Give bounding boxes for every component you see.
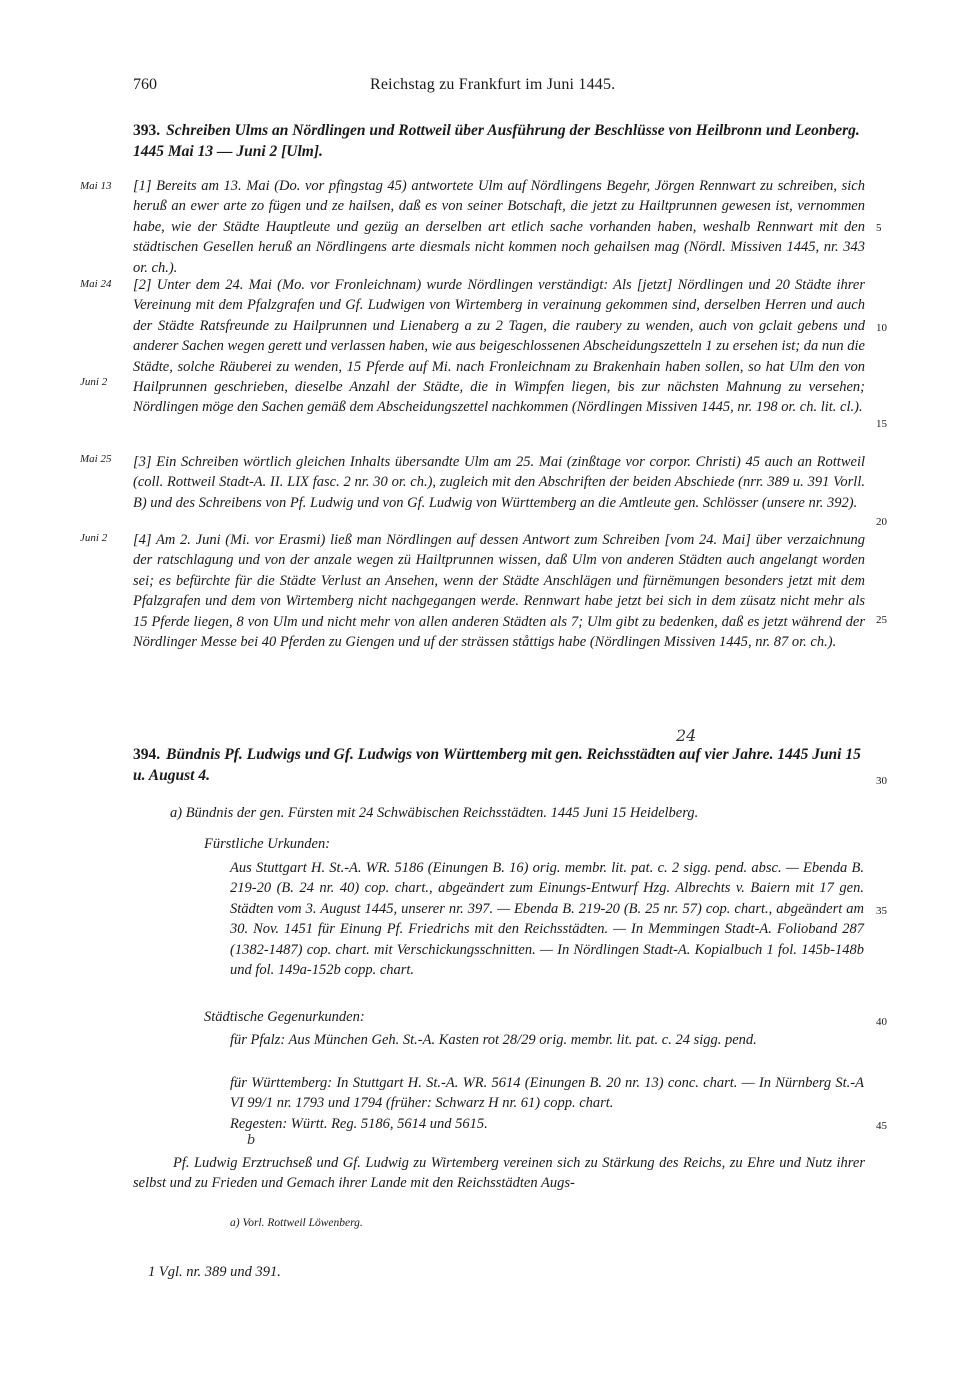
doc393-number: 393. (133, 122, 161, 139)
line-number: 40 (876, 1016, 887, 1028)
line-number: 10 (876, 322, 887, 334)
handwritten-annotation: b (247, 1133, 256, 1148)
doc393-paragraph-1: [1] Bereits am 13. Mai (Do. vor pfingstag 45) antwortete Ulm auf Nördlingens Begehr, Jörgen Rennwart zu schreiben, sich heruß an ewer arte zo fügen und ze hailsen, daß es von seiner Botschaft, die jetzt zu Hailtprunnen gewesen ist, vernommen habe, wie der Städte Hauptleute und gezüg an derselben art etlich sache vorhanden haben, weshalb Rennwart mit den städtischen Gesellen heruß an Nördlingens arte diesmals nicht kommen noch gehailsen mag (Nördl. Missiven 1445, nr. 343 or. ch.). (133, 178, 865, 276)
regesten: Regesten: Württ. Reg. 5186, 5614 und 5615. (230, 1116, 488, 1132)
doc393-paragraph-2: [2] Unter dem 24. Mai (Mo. vor Fronleichnam) wurde Nördlingen verständigt: Als [jetzt] Nördlingen und 20 Städte ihrer Vereinung mit dem Pfalzgrafen und Gf. Ludwigen von Wirtemberg in verainung gekommen sind, derselben Herren und auch der Städte Ratsfreunde zu Hailprunnen und Lienaberg a zu 2 Tagen, die raubery zu wenden, auch von gclait gebens und anderer Sachen wegen gerett und verlassen haben, wie aus beigeschlossenen Abscheidungszetteln 1 zu ersehen ist; da nun die Städte, solche Räuberei zu wenden, 15 Pferde auf Mi. nach Fronleichnam zu Brakenhain haben sollen, so hat Ulm den von Hailprunnen geschrieben, dieselbe Anzahl der Städte, die in Wimpfen liegen, bis zur nächsten Mahnung zu versehen; Nördlingen möge den Sachen gemäß dem Abscheidungszettel nachkommen (Nördlingen Missiven 1445, nr. 198 or. ch. lit. cl.). (133, 277, 865, 416)
doc394-heading (133, 744, 868, 786)
margin-note: Mai 24 (80, 278, 112, 290)
line-number: 15 (876, 418, 887, 430)
doc394-number: 394. (133, 746, 161, 763)
margin-note: Juni 2 (80, 376, 108, 388)
fuerstliche-label: Fürstliche Urkunden: (204, 836, 331, 852)
doc393-heading (133, 120, 873, 162)
margin-note: Mai 13 (80, 180, 112, 192)
doc393-title: Schreiben Ulms an Nördlingen und Rottweil über Ausführung der Beschlüsse von Heilbronn und Leonberg. 1445 Mai 13 — Juni 2 [Ulm]. (133, 122, 860, 160)
fuerstliche-text: Aus Stuttgart H. St.-A. WR. 5186 (Einungen B. 16) orig. membr. lit. pat. c. 2 sigg. pend. absc. — Ebenda B. 219-20 (B. 24 nr. 40) cop. chart., abgeändert zum Einungs-Entwurf Hzg. Albrechts v. Baiern mit 17 gen. Städten vom 3. August 1445, unserer nr. 397. — Ebenda B. 219-20 (B. 25 nr. 57) cop. chart., abgeändert am 30. Nov. 1451 für Einung Pf. Friedrichs mit den Reichsstädten. — In Memmingen Stadt-A. Folioband 287 (1382-1487) cop. chart. mit Verschickungsschnitten. — In Nördlingen Stadt-A. Kopialbuch 1 fol. 145b-148b und fol. 149a-152b copp. chart. (230, 860, 864, 979)
running-title: Reichstag zu Frankfurt im Juni 1445. (370, 76, 616, 93)
line-number: 30 (876, 775, 887, 787)
variant-note: a) Vorl. Rottweil Löwenberg. (230, 1217, 363, 1229)
doc393-paragraph-3: [3] Ein Schreiben wörtlich gleichen Inhalts übersandte Ulm am 25. Mai (zinßtage vor corpor. Christi) 45 auch an Rottweil (coll. Rottweil Stadt-A. II. LIX fasc. 2 nr. 30 or. ch.), zugleich mit den Abschriften der beiden Abschiede (nrr. 389 u. 391 Vorll. B) und des Schreibens von Pf. Ludwig und von Gf. Ludwig von Württemberg an die Amtleute gen. Schlösser (unsere nr. 392). (133, 454, 865, 511)
line-number: 35 (876, 905, 887, 917)
staedtische-label: Städtische Gegenurkunden: (204, 1009, 365, 1025)
gegenurkunde-pfalz: für Pfalz: Aus München Geh. St.-A. Kasten rot 28/29 orig. membr. lit. pat. c. 24 sigg. pend. (230, 1032, 757, 1048)
doc393-paragraph-4: [4] Am 2. Juni (Mi. vor Erasmi) ließ man Nördlingen auf dessen Antwort zum Schreiben [vom 24. Mai] über verzaichnung der ratschlagung und von der anzale wegen zü Hailtprunnen wissen, daß Ulm von anderen Städten auch angelangt worden sei; es befürchte für die Städte Verlust an Ansehen, wenn der Städte Anschlägen und fürnëmungen besonders jetzt mit dem Pfalzgrafen und dem von Wirtemberg nicht nachgegangen werde. Rennwart habe jetzt bei sich in dem züsatz nicht mehr als 15 Pferde liegen, 8 von Ulm und nicht mehr von allen anderen Städten als 7; Ulm gibt zu bedenken, daß es jetzt während der Nördlinger Messe bei 40 Pferden zu Giengen und uf der strässen ståttigs habe (Nördlingen Missiven 1445, nr. 87 or. ch.). (133, 532, 865, 651)
line-number: 45 (876, 1120, 887, 1132)
doc394-title: Bündnis Pf. Ludwigs und Gf. Ludwigs von Württemberg mit gen. Reichsstädten auf vier Jahre. 1445 Juni 15 u. August 4. (133, 746, 861, 784)
margin-note: Mai 25 (80, 453, 112, 465)
gegenurkunde-wuerttemberg: für Württemberg: In Stuttgart H. St.-A. WR. 5614 (Einungen B. 20 nr. 13) conc. chart. — In Nürnberg St.-A VI 99/1 nr. 1793 und 1794 (früher: Schwarz H nr. 61) copp. chart. (230, 1075, 864, 1112)
page-number: 760 (133, 76, 157, 93)
margin-note: Juni 2 (80, 532, 108, 544)
footnote: 1 Vgl. nr. 389 und 391. (148, 1264, 281, 1280)
handwritten-annotation: 24 (676, 726, 697, 745)
line-number: 25 (876, 614, 887, 626)
doc394-summary: Pf. Ludwig Erztruchseß und Gf. Ludwig zu Wirtemberg vereinen sich zu Stärkung des Reichs, zu Ehre und Nutz ihrer selbst und zu Frieden und Gemach ihrer Lande mit den Reichsstädten Augs- (133, 1155, 865, 1192)
line-number: 5 (876, 222, 882, 234)
doc394-subsection-a: a) Bündnis der gen. Fürsten mit 24 Schwäbischen Reichsstädten. 1445 Juni 15 Heidelberg. (170, 805, 699, 821)
line-number: 20 (876, 516, 887, 528)
